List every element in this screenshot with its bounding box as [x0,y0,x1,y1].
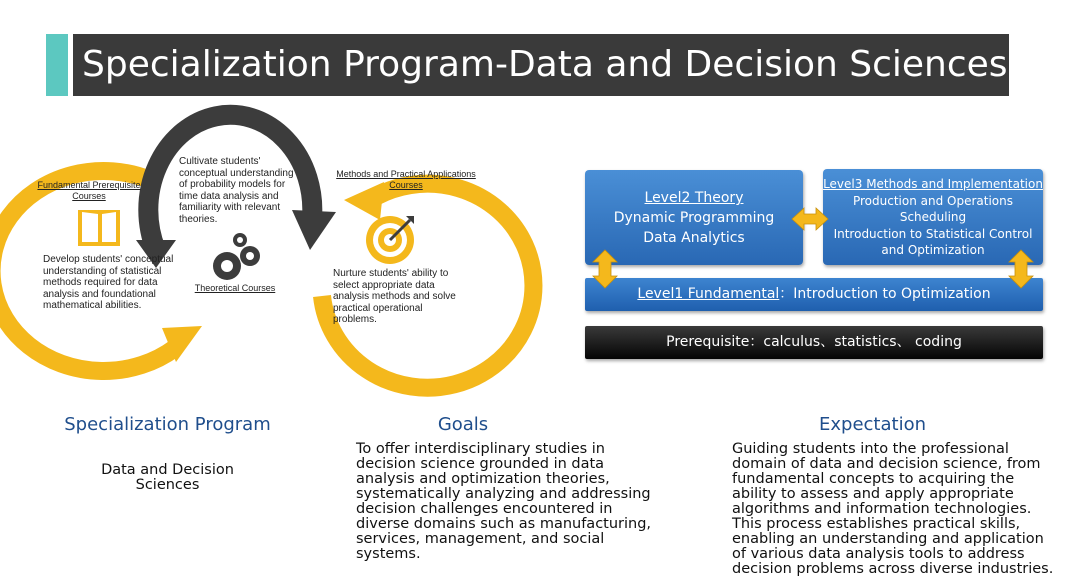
title-accent-bar [46,34,68,96]
expectation-line: domain of data and decision science, from [732,456,1041,472]
double-arrow-horizontal-icon [792,208,828,230]
fundamental-text: Develop students' conceptual understanding of statistical methods required for data analysis and foundational mathematical abilities. [43,254,174,311]
methods-text: Nurture students' ability to select appropriate data analysis methods and solve practical operational problems. [333,268,456,325]
expectation-line: enabling an understanding and application [732,531,1044,547]
page-title: Specialization Program-Data and Decision Sciences [82,44,1008,85]
course-cycle-diagram [0,100,560,400]
expectation-text [732,442,1067,577]
program-heading: Specialization Program [64,414,271,435]
level2-title: Level2 Theory [644,190,744,206]
goals-line: decision challenges encountered in [356,501,613,517]
expectation-line: ability to assess and apply appropriate [732,486,1014,502]
level3-title: Level3 Methods and Implementation [823,177,1043,191]
level3-line1: Production and Operations [852,193,1014,208]
book-icon [78,210,120,246]
level1-title: Level1 Fundamental [637,286,780,302]
expectation-line: decision problems across diverse industries. [732,561,1054,577]
prerequisite-bar: Prerequisite：calculus、statistics、 coding [585,326,1043,359]
double-arrow-vertical-left-icon [593,250,617,288]
goals-line: diverse domains such as manufacturing, [356,516,652,532]
fundamental-label: Fundamental Prerequisite Courses [37,180,141,201]
goals-heading: Goals [437,414,489,435]
goals-line: decision science grounded in data [356,456,605,472]
level2-line2: Data Analytics [643,230,745,246]
theoretical-text: Cultivate students' conceptual understanding of probability models for time data analysis and familiarity with relevant theories. [179,156,294,225]
level2-line1: Dynamic Programming [613,210,775,226]
program-name [85,463,250,493]
expectation-line: algorithms and information technologies. [732,501,1032,517]
methods-label: Methods and Practical Applications Courses [336,169,476,190]
level1-rest: ：Introduction to Optimization [779,286,991,302]
level-arrows [580,160,1050,300]
target-icon [366,216,414,264]
expectation-line: of various data analysis tools to address [732,546,1025,562]
goals-line: systematically analyzing and addressing [356,486,651,502]
level3-line3: Introduction to Statistical Control [833,226,1033,241]
goals-text [356,442,676,562]
goals-line: systems. [356,546,421,562]
expectation-heading: Expectation [819,414,926,435]
level3-line2: Scheduling [899,210,967,224]
gears-icon [213,233,260,280]
expectation-line: Guiding students into the professional [732,441,1009,457]
double-arrow-vertical-right-icon [1009,250,1033,288]
goals-line: To offer interdisciplinary studies in [356,441,605,457]
level3-line4: and Optimization [881,243,985,257]
expectation-line: fundamental concepts to acquiring the [732,471,1015,487]
theoretical-label: Theoretical Courses [194,283,276,293]
goals-line: analysis and optimization theories, [356,471,610,487]
expectation-line: This process establishes practical skills, [732,516,1021,532]
goals-line: services, management, and social [356,531,605,547]
program-line1: Data and Decision [101,462,234,478]
program-line2: Sciences [135,477,200,493]
